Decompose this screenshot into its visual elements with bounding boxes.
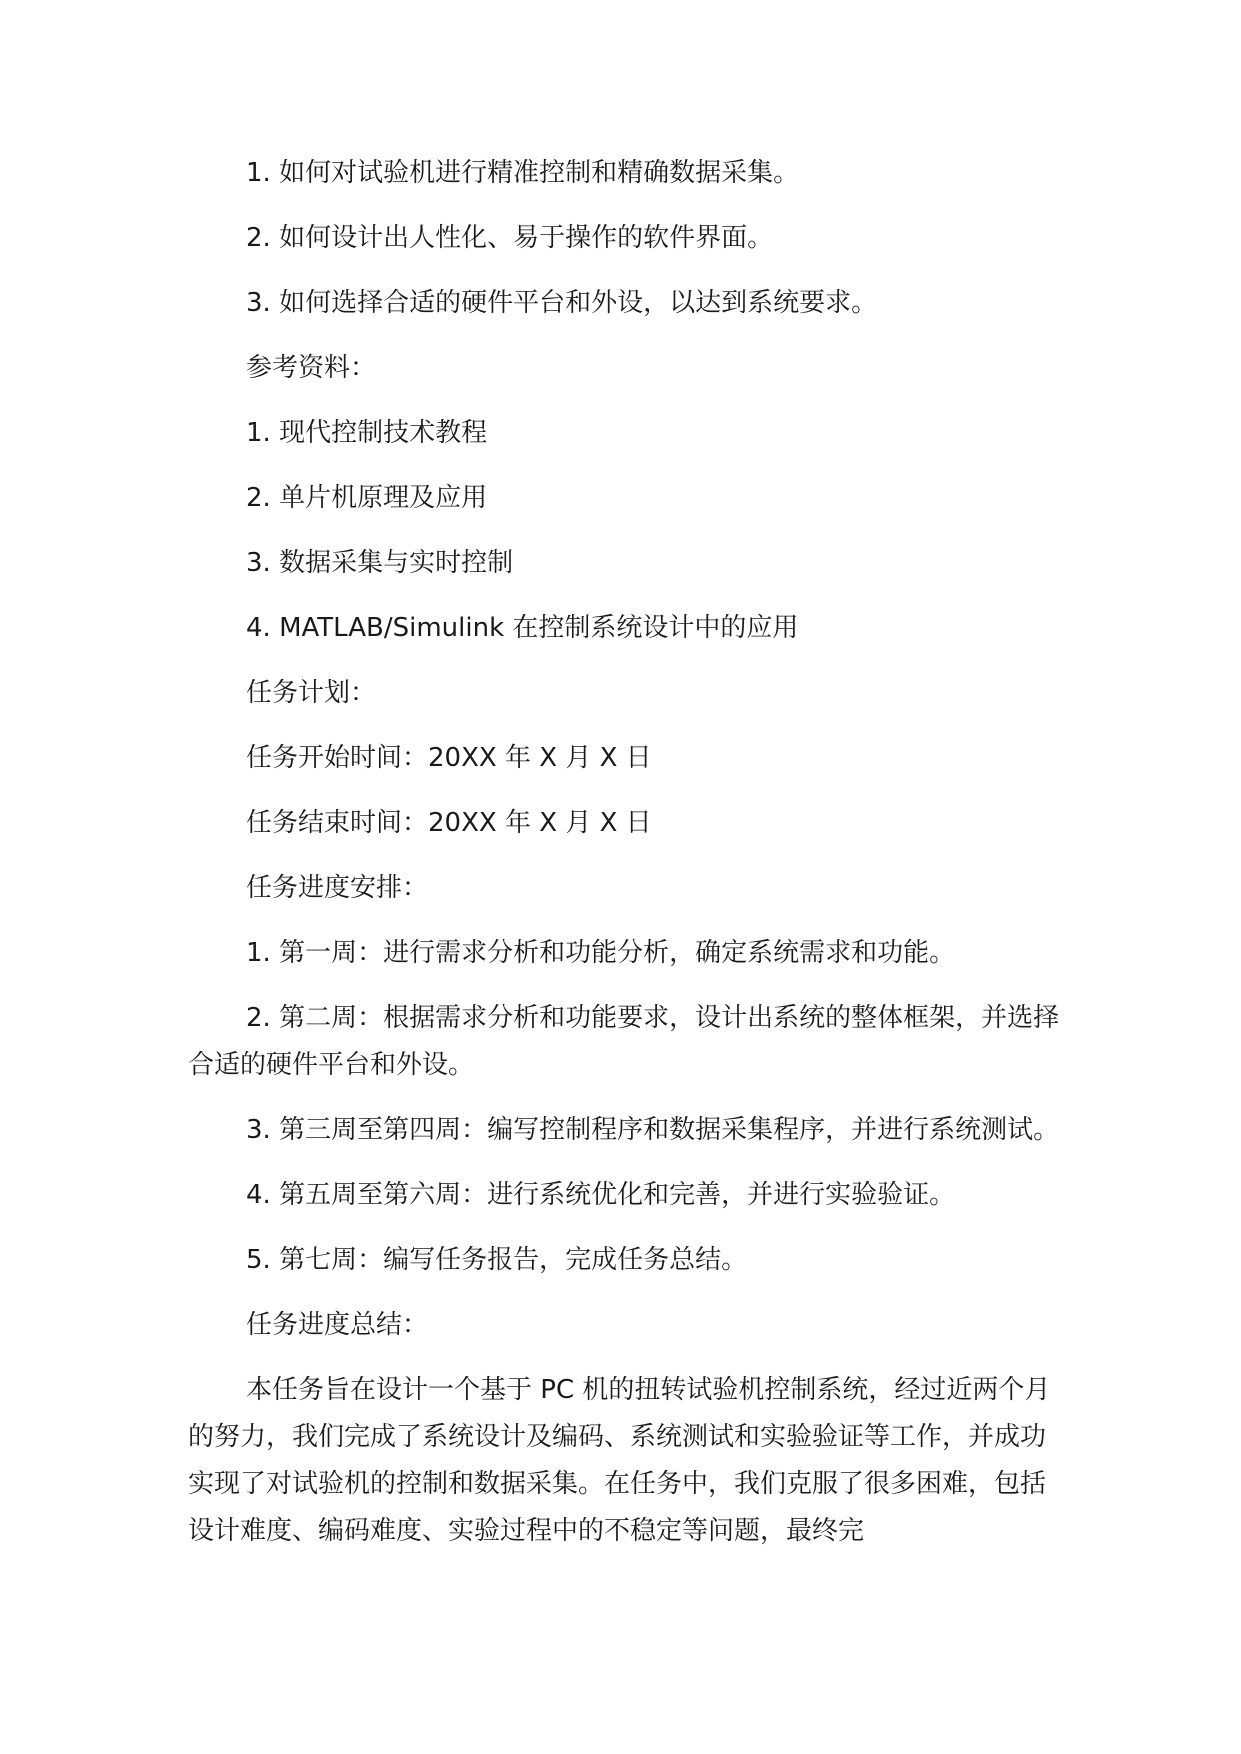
schedule-item-5: 5. 第七周：编写任务报告，完成任务总结。 (246, 1245, 748, 1275)
reference-item-3: 3. 数据采集与实时控制 (246, 548, 514, 578)
schedule-item-1: 1. 第一周：进行需求分析和功能分析，确定系统需求和功能。 (246, 938, 956, 968)
schedule-item-2: 2. 第二周：根据需求分析和功能要求，设计出系统的整体框架，并选择合适的硬件平台和外设。 (188, 1003, 1060, 1080)
summary-paragraph: 本任务旨在设计一个基于 PC 机的扭转试验机控制系统，经过近两个月的努力，我们完成了系统设计及编码、系统测试和实验验证等工作，并成功实现了对试验机的控制和数据采集。在任务中，我们克服了很多困难，包括设计难度、编码难度、实验过程中的不稳定等问题，最终完 (188, 1375, 1051, 1546)
reference-item-1: 1. 现代控制技术教程 (246, 418, 488, 448)
question-item-3: 3. 如何选择合适的硬件平台和外设，以达到系统要求。 (246, 288, 878, 318)
task-end-time: 任务结束时间：20XX 年 X 月 X 日 (246, 808, 652, 838)
schedule-heading: 任务进度安排： (246, 873, 429, 903)
task-start-time: 任务开始时间：20XX 年 X 月 X 日 (246, 743, 652, 773)
document-body (188, 150, 1068, 1573)
references-heading: 参考资料： (246, 353, 377, 383)
task-plan-heading: 任务计划： (246, 678, 377, 708)
question-item-2: 2. 如何设计出人性化、易于操作的软件界面。 (246, 223, 774, 253)
summary-heading: 任务进度总结： (246, 1310, 429, 1340)
reference-item-4: 4. MATLAB/Simulink 在控制系统设计中的应用 (246, 613, 799, 643)
question-item-1: 1. 如何对试验机进行精准控制和精确数据采集。 (246, 158, 800, 188)
reference-item-2: 2. 单片机原理及应用 (246, 483, 488, 513)
schedule-item-3: 3. 第三周至第四周：编写控制程序和数据采集程序，并进行系统测试。 (246, 1115, 1060, 1145)
schedule-item-4: 4. 第五周至第六周：进行系统优化和完善，并进行实验验证。 (246, 1180, 956, 1210)
